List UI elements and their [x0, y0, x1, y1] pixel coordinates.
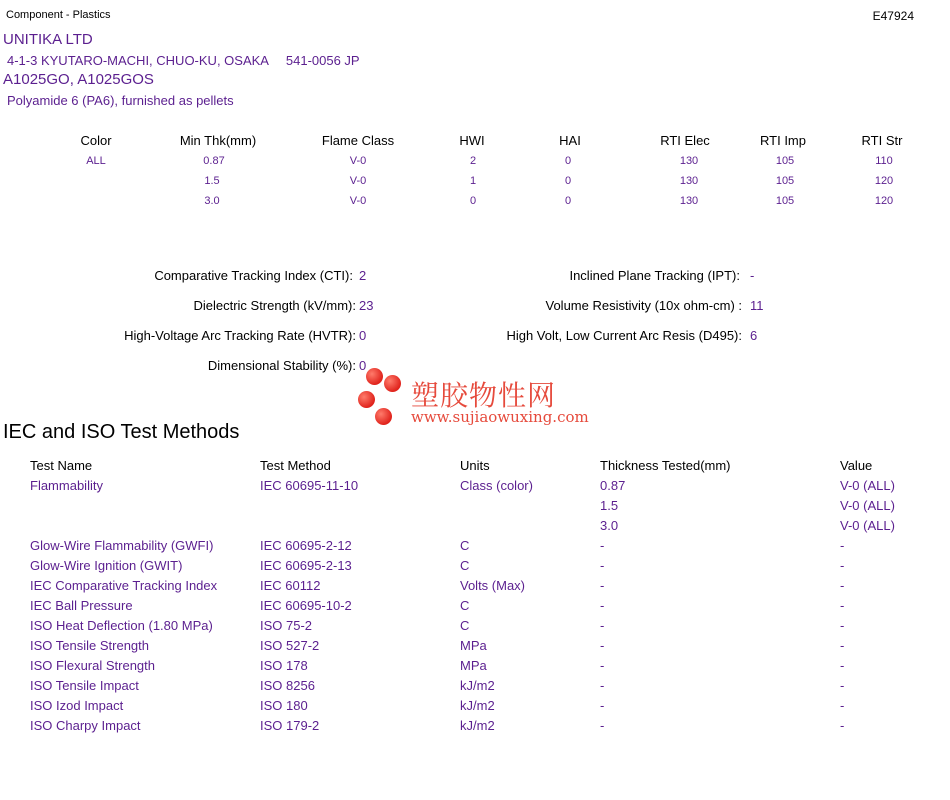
table-cell: ISO Izod Impact — [30, 698, 124, 713]
dimensional-stability-label: Dimensional Stability (%): — [207, 358, 356, 373]
table-cell: IEC 60695-10-2 — [260, 598, 352, 613]
table-cell: kJ/m2 — [460, 718, 495, 733]
table-cell: Glow-Wire Ignition (GWIT) — [30, 558, 183, 573]
table-cell: 0.87 — [600, 478, 626, 493]
table-cell: MPa — [460, 658, 487, 673]
table-cell: ISO Tensile Strength — [30, 638, 149, 653]
table-cell: ISO 75-2 — [260, 618, 313, 633]
table-cell: ISO Flexural Strength — [30, 658, 155, 673]
table-cell: 105 — [775, 175, 795, 187]
table-cell: 0 — [564, 155, 572, 167]
table-cell: C — [460, 618, 470, 633]
table-cell: V-0 (ALL) — [840, 518, 895, 533]
table-cell: V-0 (ALL) — [840, 498, 895, 513]
dielectric-strength-label: Dielectric Strength (kV/mm): — [193, 298, 356, 313]
table-cell: 3.0 — [600, 518, 619, 533]
watermark-dot — [375, 408, 392, 425]
hvtr-value: 0 — [359, 328, 367, 343]
table-cell: IEC 60695-11-10 — [260, 478, 359, 493]
material-description: Polyamide 6 (PA6), furnished as pellets — [7, 93, 234, 108]
table-cell: ISO Heat Deflection (1.80 MPa) — [30, 618, 213, 633]
watermark-dot — [366, 368, 383, 385]
iec-section-title: IEC and ISO Test Methods — [3, 421, 240, 443]
table-cell: MPa — [460, 638, 487, 653]
table-cell: 0 — [564, 195, 572, 207]
col-header-min-thk: Min Thk(mm) — [179, 133, 257, 148]
table-cell: ISO 8256 — [260, 678, 315, 693]
table-cell: Glow-Wire Flammability (GWFI) — [30, 538, 214, 553]
table-cell: - — [600, 678, 605, 693]
table-cell: - — [840, 698, 845, 713]
table-cell: V-0 — [349, 175, 367, 187]
company-name: UNITIKA LTD — [3, 31, 93, 48]
col-header-color: Color — [80, 133, 112, 148]
file-number: E47924 — [872, 9, 914, 23]
table-cell: 130 — [679, 195, 699, 207]
col-header-hai: HAI — [559, 133, 581, 148]
table-cell: 120 — [874, 175, 894, 187]
col-header-test-method: Test Method — [260, 458, 331, 473]
table-cell: 130 — [679, 155, 699, 167]
table-cell: 0 — [469, 195, 477, 207]
d495-label: High Volt, Low Current Arc Resis (D495): — [506, 328, 742, 343]
table-cell: V-0 — [349, 195, 367, 207]
col-header-rti-str: RTI Str — [861, 133, 903, 148]
table-cell: 0.87 — [203, 155, 225, 167]
table-cell: ALL — [86, 155, 106, 167]
table-cell: Class (color) — [460, 478, 533, 493]
col-header-rti-elec: RTI Elec — [660, 133, 710, 148]
d495-value: 6 — [750, 328, 758, 343]
col-header-hwi: HWI — [459, 133, 485, 148]
hvtr-label: High-Voltage Arc Tracking Rate (HVTR): — [124, 328, 356, 343]
col-header-value: Value — [840, 458, 873, 473]
table-cell: - — [840, 538, 845, 553]
table-cell: - — [840, 638, 845, 653]
table-cell: - — [600, 598, 605, 613]
table-cell: - — [840, 598, 845, 613]
table-cell: - — [600, 638, 605, 653]
table-cell: 105 — [775, 195, 795, 207]
dimensional-stability-value: 0 — [359, 358, 367, 373]
table-cell: 1 — [469, 175, 477, 187]
table-cell: - — [600, 578, 605, 593]
table-cell: - — [600, 718, 605, 733]
table-cell: 110 — [875, 155, 893, 167]
cti-value: 2 — [359, 268, 367, 283]
table-cell: IEC 60112 — [260, 578, 321, 593]
table-cell: - — [600, 618, 605, 633]
col-header-test-name: Test Name — [30, 458, 93, 473]
table-cell: - — [600, 538, 605, 553]
table-cell: - — [600, 658, 605, 673]
document-category: Component - Plastics — [6, 9, 111, 21]
table-cell: C — [460, 598, 470, 613]
table-cell: - — [840, 658, 845, 673]
table-cell: ISO 180 — [260, 698, 308, 713]
ipt-label: Inclined Plane Tracking (IPT): — [569, 268, 740, 283]
table-cell: - — [840, 678, 845, 693]
product-grades: A1025GO, A1025GOS — [3, 71, 154, 88]
col-header-rti-imp: RTI Imp — [760, 133, 806, 148]
table-cell: C — [460, 558, 470, 573]
table-cell: - — [840, 618, 845, 633]
table-cell: 105 — [775, 155, 795, 167]
table-cell: 3.0 — [204, 195, 220, 207]
table-cell: 130 — [679, 175, 699, 187]
watermark — [355, 366, 595, 430]
table-cell: kJ/m2 — [460, 678, 495, 693]
street-address: 4-1-3 KYUTARO-MACHI, CHUO-KU, OSAKA — [7, 53, 269, 68]
watermark-dot — [384, 375, 401, 392]
table-cell: V-0 (ALL) — [840, 478, 895, 493]
table-cell: - — [840, 718, 845, 733]
table-cell: IEC Ball Pressure — [30, 598, 133, 613]
ipt-value: - — [750, 268, 755, 283]
table-cell: V-0 — [349, 155, 367, 167]
table-cell: 0 — [564, 175, 572, 187]
table-cell: - — [600, 558, 605, 573]
col-header-flame-class: Flame Class — [321, 133, 395, 148]
table-cell: IEC 60695-2-13 — [260, 558, 352, 573]
table-cell: - — [600, 698, 605, 713]
table-cell: ISO 178 — [260, 658, 308, 673]
table-cell: ISO Charpy Impact — [30, 718, 141, 733]
volume-resistivity-label: Volume Resistivity (10x ohm-cm) : — [545, 298, 742, 313]
table-cell: kJ/m2 — [460, 698, 495, 713]
table-cell: Volts (Max) — [460, 578, 526, 593]
table-cell: - — [840, 558, 845, 573]
table-cell: IEC Comparative Tracking Index — [30, 578, 218, 593]
table-cell: 1.5 — [204, 175, 220, 187]
watermark-url: www.sujiaowuxing.com — [411, 408, 589, 426]
cti-label: Comparative Tracking Index (CTI): — [154, 268, 353, 283]
table-cell: 120 — [874, 195, 894, 207]
dielectric-strength-value: 23 — [359, 298, 374, 313]
volume-resistivity-value: 11 — [750, 298, 764, 313]
table-cell: 1.5 — [600, 498, 619, 513]
table-cell: Flammability — [30, 478, 103, 493]
table-cell: C — [460, 538, 470, 553]
col-header-thickness: Thickness Tested(mm) — [600, 458, 731, 473]
col-header-units: Units — [460, 458, 490, 473]
table-cell: IEC 60695-2-12 — [260, 538, 352, 553]
table-cell: - — [840, 578, 845, 593]
watermark-chinese-text: 塑胶物性网 — [411, 379, 557, 412]
company-address — [7, 53, 360, 68]
table-cell: ISO Tensile Impact — [30, 678, 139, 693]
watermark-dot — [358, 391, 375, 408]
table-cell: 2 — [469, 155, 477, 167]
table-cell: ISO 179-2 — [260, 718, 320, 733]
table-cell: ISO 527-2 — [260, 638, 320, 653]
postal-code: 541-0056 JP — [285, 53, 360, 68]
